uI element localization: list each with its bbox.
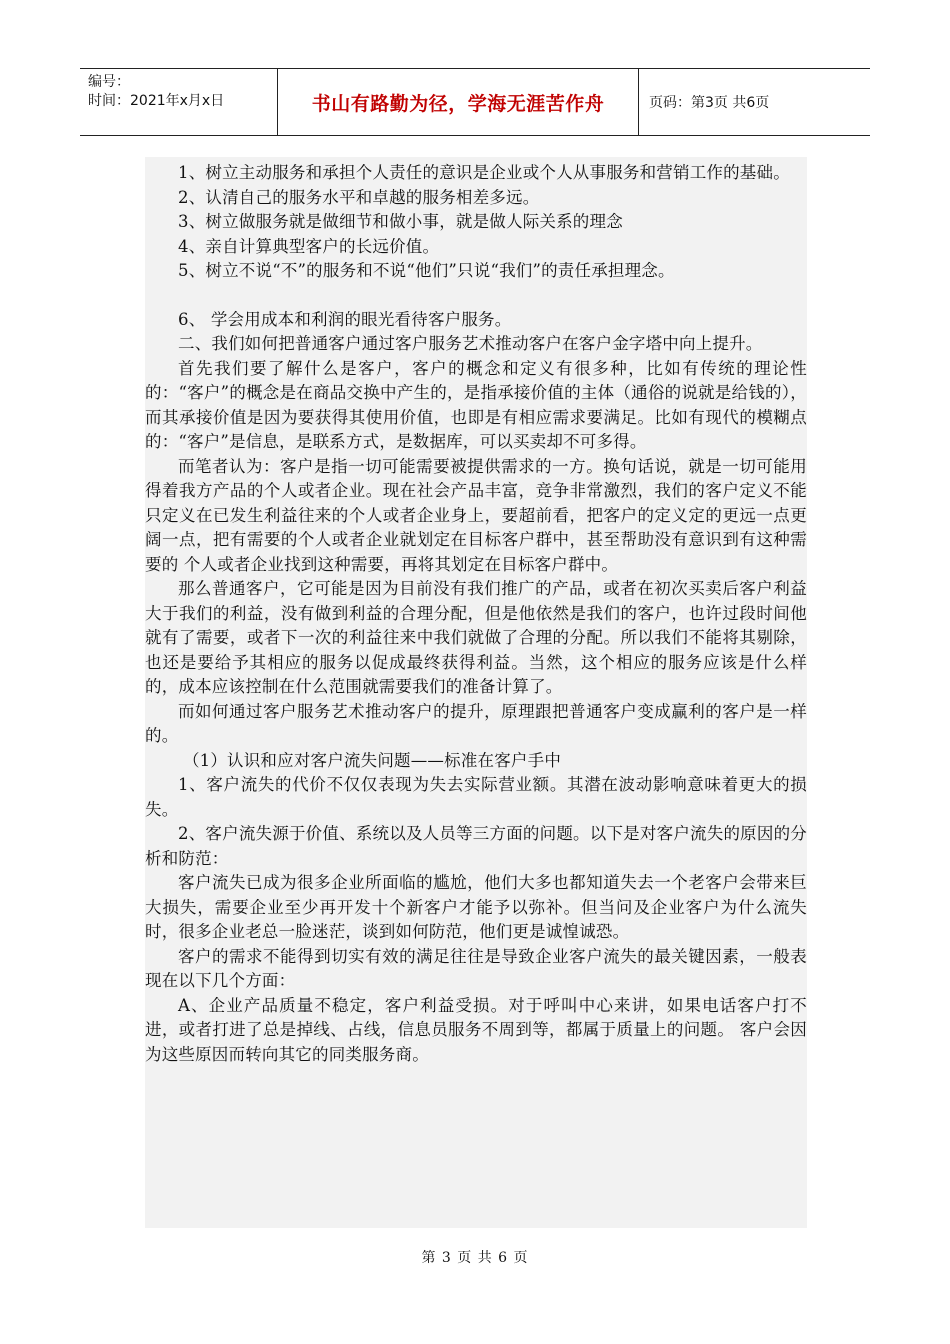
paragraph-item-3: 3、树立做服务就是做细节和做小事，就是做人际关系的理念	[178, 212, 623, 231]
header-page-info: 页码：第3页 共6页	[649, 95, 770, 111]
page-footer: 第 3 页 共 6 页	[421, 1250, 529, 1266]
paragraph-ordinary-customer: 那么普通客户，它可能是因为目前没有我们推广的产品，或者在初次买卖后客户利益大于我们的利益，没有做到利益的合理分配，但是他依然是我们的客户，也许过段时间他就有了需要，或者下一次的利益往来中我们就做了合理的分配。所以我们不能将其剔除，也还是要给予其相应的服务以促成最终获得利益。当然，这个相应的服务应该是什么样的，成本应该控制在什么范围就需要我们的准备计算了。	[145, 579, 807, 696]
paragraph-customer-definition: 首先我们要了解什么是客户，客户的概念和定义有很多种，比如有传统的理论性的：“客户”的概念是在商品交换中产生的，是指承接价值的主体（通俗的说就是给钱的），而其承接价值是因为要获得其使用价值，也即是有相应需求要满足。比如有现代的模糊点的：“客户”是信息，是联系方式，是数据库，可以买卖却不可多得。	[145, 358, 807, 451]
section-heading-2: 二、我们如何把普通客户通过客户服务艺术推动客户在客户金字塔中向上提升。	[178, 334, 763, 353]
header-motto: 书山有路勤为径，学海无涯苦作舟	[278, 69, 639, 135]
paragraph-item-2: 2、认清自己的服务水平和卓越的服务相差多远。	[178, 187, 540, 207]
paragraph-item-5: 5、树立不说“不”的服务和不说“他们”只说“我们”的责任承担理念。	[178, 261, 675, 280]
paragraph-author-view: 而笔者认为：客户是指一切可能需要被提供需求的一方。换句话说，就是一切可能用得着我方产品的个人或者企业。现在社会产品丰富，竞争非常激烈，我们的客户定义不能只定义在已发生利益往来的个人或者企业身上，要超前看，把客户的定义定的更远一点更阔一点，把有需要的个人或者企业就划定在目标客户群中，甚至帮助没有意识到有这种需要的 个人或者企业找到这种需要，再将其划定在目标客户群中。	[145, 456, 807, 574]
page-header	[80, 68, 870, 136]
document-time-label: 时间：2021年x月x日	[88, 93, 225, 109]
paragraph-churn-dilemma: 客户流失已成为很多企业所面临的尴尬，他们大多也都知道失去一个老客户会带来巨大损失，需要企业至少再开发十个新客户才能予以弥补。但当问及企业客户为什么流失时，很多企业老总一脸迷茫，谈到如何防范，他们更是诚惶诚恐。	[145, 873, 807, 941]
paragraph-churn-source: 2、客户流失源于价值、系统以及人员等三方面的问题。以下是对客户流失的原因的分析和防范：	[145, 824, 807, 868]
subsection-heading-1: （1）认识和应对客户流失问题——标准在客户手中	[182, 750, 562, 770]
paragraph-item-1: 1、树立主动服务和承担个人责任的意识是企业或个人从事服务和营销工作的基础。	[178, 163, 790, 182]
paragraph-needs-unmet: 客户的需求不能得到切实有效的满足往往是导致企业客户流失的最关键因素，一般表现在以下几个方面：	[145, 946, 807, 990]
paragraph-item-6: 6、 学会用成本和利润的眼光看待客户服务。	[178, 309, 512, 329]
document-body	[145, 157, 807, 1228]
paragraph-item-4: 4、亲自计算典型客户的长远价值。	[178, 236, 440, 256]
paragraph-promotion: 而如何通过客户服务艺术推动客户的提升，原理跟把普通客户变成赢利的客户是一样的。	[145, 701, 807, 745]
header-meta	[80, 69, 278, 135]
document-number-label: 编号：	[88, 74, 130, 90]
paragraph-churn-cost: 1、客户流失的代价不仅仅表现为失去实际营业额。其潜在波动影响意味着更大的损失。	[145, 775, 807, 819]
paragraph-quality-issue: A、企业产品质量不稳定，客户利益受损。对于呼叫中心来讲，如果电话客户打不进，或者打进了总是掉线、占线，信息员服务不周到等，都属于质量上的问题。 客户会因为这些原因而转向其它的同类服务商。	[145, 995, 807, 1064]
